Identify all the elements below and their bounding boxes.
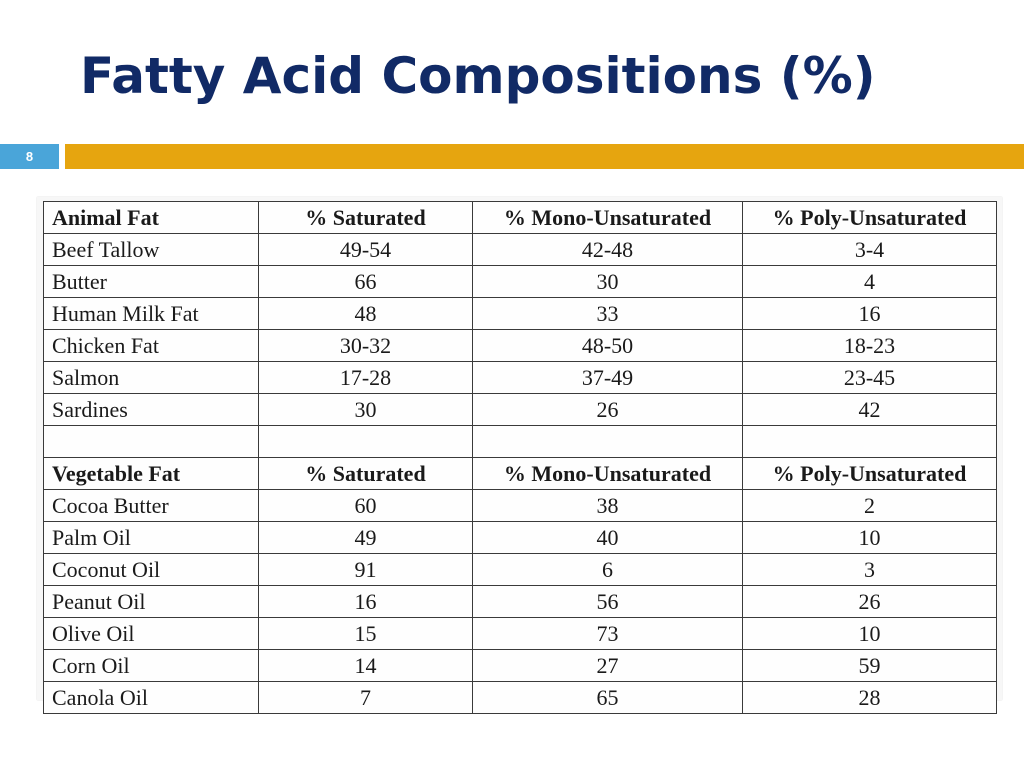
saturated-cell: 7 bbox=[259, 682, 473, 714]
saturated-cell: 17-28 bbox=[259, 362, 473, 394]
table-row bbox=[44, 394, 997, 426]
table-row bbox=[44, 234, 997, 266]
header-cell: % Poly-Unsaturated bbox=[743, 202, 997, 234]
mono-unsaturated-cell: 65 bbox=[473, 682, 743, 714]
fat-name-cell: Peanut Oil bbox=[44, 586, 259, 618]
saturated-cell: 91 bbox=[259, 554, 473, 586]
saturated-cell: 14 bbox=[259, 650, 473, 682]
table-row bbox=[44, 362, 997, 394]
mono-unsaturated-cell: 38 bbox=[473, 490, 743, 522]
table-image-frame bbox=[37, 197, 1002, 710]
header-cell: % Mono-Unsaturated bbox=[473, 458, 743, 490]
table-row bbox=[44, 586, 997, 618]
poly-unsaturated-cell: 10 bbox=[743, 618, 997, 650]
poly-unsaturated-cell: 28 bbox=[743, 682, 997, 714]
saturated-cell: 30-32 bbox=[259, 330, 473, 362]
fat-name-cell: Chicken Fat bbox=[44, 330, 259, 362]
poly-unsaturated-cell: 42 bbox=[743, 394, 997, 426]
spacer-row bbox=[44, 426, 997, 458]
empty-cell bbox=[473, 426, 743, 458]
saturated-cell: 49-54 bbox=[259, 234, 473, 266]
table-row bbox=[44, 650, 997, 682]
empty-cell bbox=[743, 426, 997, 458]
header-cell: Vegetable Fat bbox=[44, 458, 259, 490]
mono-unsaturated-cell: 42-48 bbox=[473, 234, 743, 266]
table-row bbox=[44, 682, 997, 714]
poly-unsaturated-cell: 4 bbox=[743, 266, 997, 298]
poly-unsaturated-cell: 18-23 bbox=[743, 330, 997, 362]
saturated-cell: 49 bbox=[259, 522, 473, 554]
header-cell: % Mono-Unsaturated bbox=[473, 202, 743, 234]
poly-unsaturated-cell: 2 bbox=[743, 490, 997, 522]
fat-name-cell: Human Milk Fat bbox=[44, 298, 259, 330]
poly-unsaturated-cell: 3 bbox=[743, 554, 997, 586]
fatty-acid-table bbox=[43, 201, 997, 714]
empty-cell bbox=[44, 426, 259, 458]
slide-number: 8 bbox=[0, 144, 59, 169]
animal-fat-header-row bbox=[44, 202, 997, 234]
fat-name-cell: Coconut Oil bbox=[44, 554, 259, 586]
header-cell: % Saturated bbox=[259, 202, 473, 234]
mono-unsaturated-cell: 27 bbox=[473, 650, 743, 682]
accent-bar bbox=[65, 144, 1024, 169]
poly-unsaturated-cell: 16 bbox=[743, 298, 997, 330]
saturated-cell: 15 bbox=[259, 618, 473, 650]
fat-name-cell: Sardines bbox=[44, 394, 259, 426]
table-row bbox=[44, 298, 997, 330]
table-row bbox=[44, 554, 997, 586]
fat-name-cell: Butter bbox=[44, 266, 259, 298]
slide-title: Fatty Acid Compositions (%) bbox=[80, 47, 876, 105]
empty-cell bbox=[259, 426, 473, 458]
poly-unsaturated-cell: 59 bbox=[743, 650, 997, 682]
table-row bbox=[44, 330, 997, 362]
mono-unsaturated-cell: 56 bbox=[473, 586, 743, 618]
poly-unsaturated-cell: 23-45 bbox=[743, 362, 997, 394]
mono-unsaturated-cell: 48-50 bbox=[473, 330, 743, 362]
header-cell: % Saturated bbox=[259, 458, 473, 490]
fat-name-cell: Corn Oil bbox=[44, 650, 259, 682]
fat-name-cell: Cocoa Butter bbox=[44, 490, 259, 522]
mono-unsaturated-cell: 37-49 bbox=[473, 362, 743, 394]
table-row bbox=[44, 490, 997, 522]
table-row bbox=[44, 618, 997, 650]
mono-unsaturated-cell: 33 bbox=[473, 298, 743, 330]
poly-unsaturated-cell: 26 bbox=[743, 586, 997, 618]
fat-name-cell: Canola Oil bbox=[44, 682, 259, 714]
table-row bbox=[44, 522, 997, 554]
mono-unsaturated-cell: 73 bbox=[473, 618, 743, 650]
mono-unsaturated-cell: 40 bbox=[473, 522, 743, 554]
saturated-cell: 60 bbox=[259, 490, 473, 522]
header-cell: % Poly-Unsaturated bbox=[743, 458, 997, 490]
poly-unsaturated-cell: 10 bbox=[743, 522, 997, 554]
poly-unsaturated-cell: 3-4 bbox=[743, 234, 997, 266]
fat-name-cell: Palm Oil bbox=[44, 522, 259, 554]
mono-unsaturated-cell: 6 bbox=[473, 554, 743, 586]
saturated-cell: 48 bbox=[259, 298, 473, 330]
table-row bbox=[44, 266, 997, 298]
fat-name-cell: Beef Tallow bbox=[44, 234, 259, 266]
saturated-cell: 30 bbox=[259, 394, 473, 426]
mono-unsaturated-cell: 30 bbox=[473, 266, 743, 298]
vegetable-fat-header-row bbox=[44, 458, 997, 490]
saturated-cell: 16 bbox=[259, 586, 473, 618]
fat-name-cell: Salmon bbox=[44, 362, 259, 394]
fat-name-cell: Olive Oil bbox=[44, 618, 259, 650]
header-cell: Animal Fat bbox=[44, 202, 259, 234]
saturated-cell: 66 bbox=[259, 266, 473, 298]
mono-unsaturated-cell: 26 bbox=[473, 394, 743, 426]
